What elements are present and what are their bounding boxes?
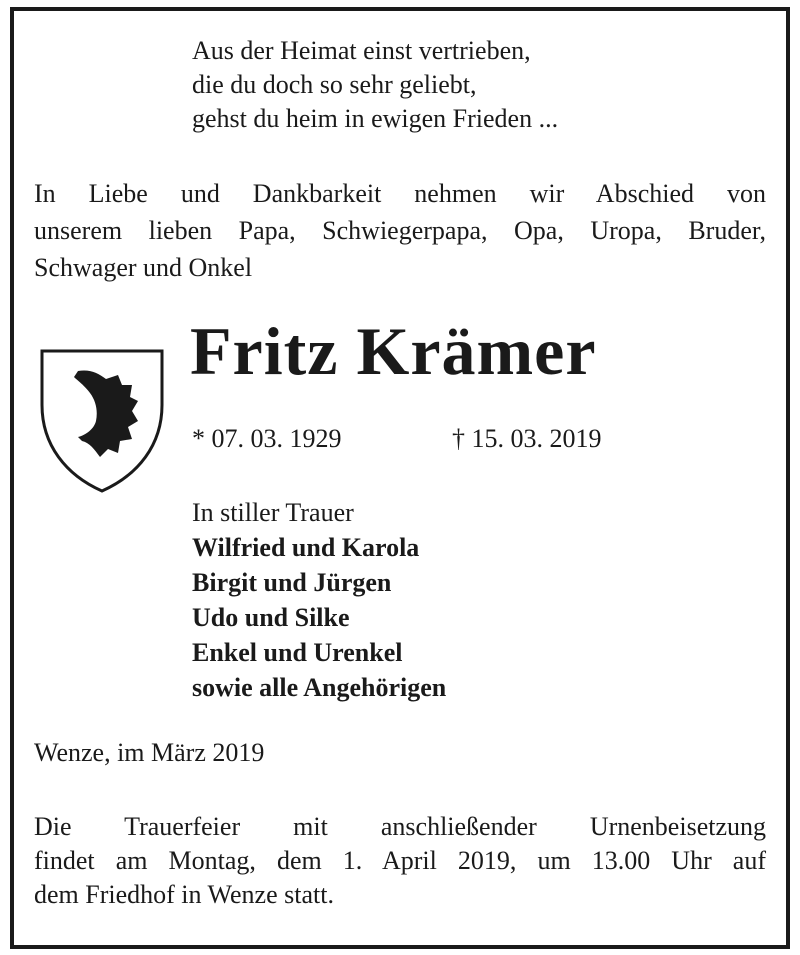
poem-line: Aus der Heimat einst vertrieben, (192, 36, 531, 65)
mourner-name: sowie alle Angehörigen (192, 673, 447, 702)
place-date: Wenze, im März 2019 (34, 738, 265, 767)
mourner-name: Wilfried und Karola (192, 533, 420, 562)
poem (192, 34, 558, 136)
mourner-name: Enkel und Urenkel (192, 638, 403, 667)
intro-line: Schwager und Onkel (34, 253, 253, 282)
mourner-name: Birgit und Jürgen (192, 568, 392, 597)
poem-line: die du doch so sehr geliebt, (192, 70, 477, 99)
funeral-line: findet am Montag, dem 1. April 2019, um 13.00 Uhr auf (34, 846, 766, 875)
intro-line: In Liebe und Dankbarkeit nehmen wir Abschied von (34, 179, 766, 208)
funeral-line: dem Friedhof in Wenze statt. (34, 880, 334, 909)
poem-line: gehst du heim in ewigen Frieden ... (192, 104, 559, 133)
mourners-heading: In stiller Trauer (192, 498, 354, 527)
funeral-line: Die Trauerfeier mit anschließender Urnenbeisetzung (34, 812, 766, 841)
deceased-name: Fritz Krämer (190, 313, 597, 389)
intro-line: unserem lieben Papa, Schwiegerpapa, Opa, Uropa, Bruder, (34, 216, 766, 245)
birth-date: * 07. 03. 1929 (192, 424, 342, 453)
intro-text (34, 175, 766, 286)
mourner-name: Udo und Silke (192, 603, 350, 632)
funeral-info (34, 810, 766, 912)
mourners-block (192, 495, 446, 705)
coat-of-arms-icon (38, 345, 166, 495)
death-date: † 15. 03. 2019 (452, 424, 602, 453)
